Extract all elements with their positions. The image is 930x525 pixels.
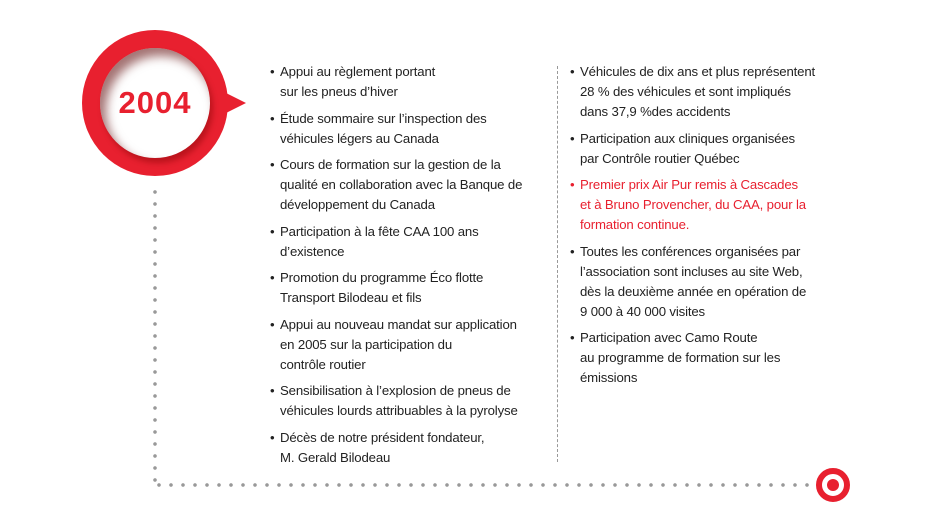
event-item: • Toutes les conférences organisées par l’association sont incluses au site Web, dès la deuxième année en opération de 9 000 à 40 000 visites [570,242,860,322]
event-item: • Cours de formation sur la gestion de la qualité en collaboration avec la Banque de développement du Canada [270,155,555,215]
right-event-list [570,62,860,395]
left-event-list [270,62,555,474]
event-item-highlighted: • Premier prix Air Pur remis à Cascades et à Bruno Provencher, du CAA, pour la formation continue. [570,175,860,235]
event-item: • Participation aux cliniques organisées par Contrôle routier Québec [570,129,860,169]
event-item: • Participation à la fête CAA 100 ans d’existence [270,222,555,262]
column-divider [557,66,558,462]
event-item: • Sensibilisation à l’explosion de pneus de véhicules lourds attribuables à la pyrolyse [270,381,555,421]
event-item: • Promotion du programme Éco flotte Transport Bilodeau et fils [270,268,555,308]
event-item: • Participation avec Camo Route au programme de formation sur les émissions [570,328,860,388]
event-item: • Véhicules de dix ans et plus représentent 28 % des véhicules et sont impliqués dans 37,9 %des accidents [570,62,860,122]
timeline-vertical-dots [153,186,157,486]
event-item: • Appui au règlement portant sur les pneus d’hiver [270,62,555,102]
event-item: • Appui au nouveau mandat sur application en 2005 sur la participation du contrôle routier [270,315,555,375]
timeline-horizontal-dots [153,483,819,487]
timeline-end-target-icon [816,468,850,502]
event-item: • Étude sommaire sur l’inspection des véhicules légers au Canada [270,109,555,149]
year-label: 2004 [118,85,192,120]
event-item: • Décès de notre président fondateur, M. Gerald Bilodeau [270,428,555,468]
year-badge-pointer [222,91,246,115]
